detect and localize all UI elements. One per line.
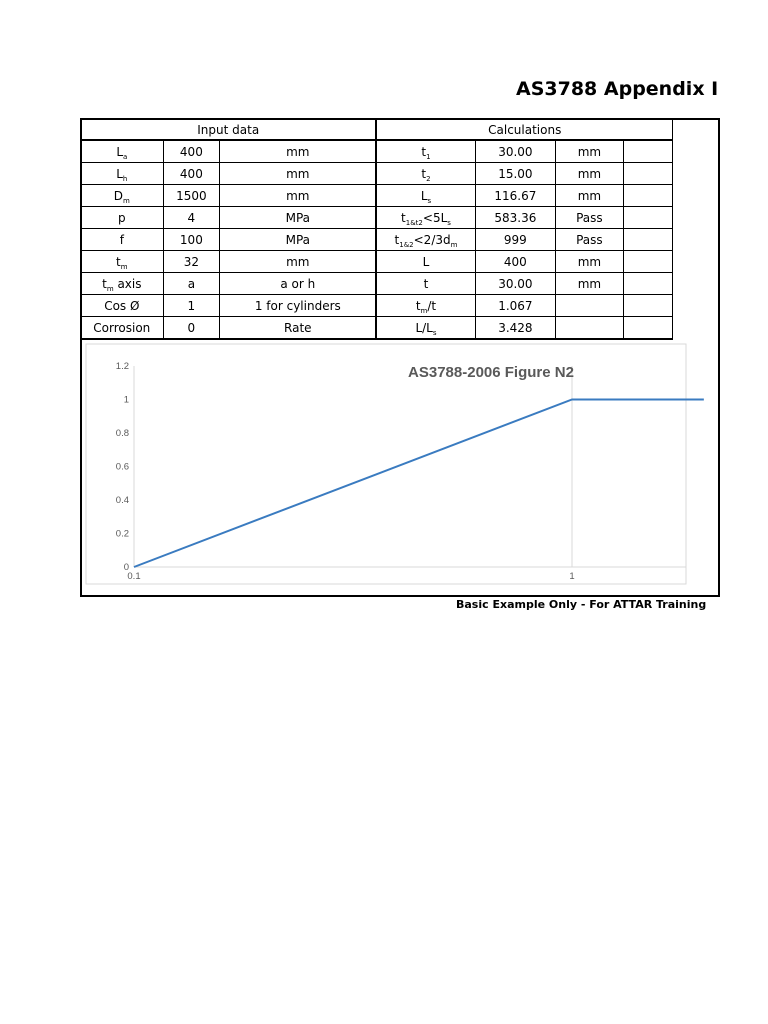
input-symbol — [81, 185, 164, 207]
symbol-subscript: m — [450, 240, 458, 249]
symbol: L/L — [415, 320, 433, 335]
calc-unit: mm — [556, 273, 623, 295]
symbol-suffix: <5L — [422, 210, 448, 225]
chart-title: AS3788-2006 Figure N2 — [408, 364, 574, 381]
input-unit: mm — [220, 251, 377, 273]
input-symbol — [81, 317, 164, 340]
y-tick-label: 1 — [123, 394, 129, 406]
empty-cell — [623, 185, 672, 207]
empty-cell — [623, 229, 672, 251]
input-value: a — [163, 273, 220, 295]
symbol: t — [415, 298, 421, 313]
symbol: f — [119, 232, 124, 247]
calc-unit: mm — [556, 251, 623, 273]
empty-cell — [623, 140, 672, 163]
empty-cell — [623, 273, 672, 295]
calc-value: 30.00 — [475, 140, 556, 163]
symbol: L — [116, 166, 123, 181]
input-unit: mm — [220, 185, 377, 207]
calc-value: 400 — [475, 251, 556, 273]
symbol: t — [421, 144, 427, 159]
symbol: D — [113, 188, 124, 203]
input-symbol — [81, 251, 164, 273]
symbol: t — [116, 254, 121, 269]
calc-value: 15.00 — [475, 163, 556, 185]
input-value: 100 — [163, 229, 220, 251]
calc-symbol — [376, 163, 475, 185]
footer-note: Basic Example Only - For ATTAR Training — [456, 598, 707, 611]
empty-cell — [623, 295, 672, 317]
symbol-subscript: 2 — [426, 174, 431, 183]
input-value: 32 — [163, 251, 220, 273]
input-unit: Rate — [220, 317, 377, 340]
calc-unit: mm — [556, 185, 623, 207]
page-title: AS3788 Appendix I — [516, 78, 719, 100]
symbol-subscript: h — [122, 174, 128, 183]
x-tick-label: 1 — [569, 571, 575, 582]
calc-value: 583.36 — [475, 207, 556, 229]
symbol: L — [422, 254, 430, 269]
empty-cell — [623, 251, 672, 273]
calc-symbol — [376, 229, 475, 251]
calc-value: 1.067 — [475, 295, 556, 317]
y-tick-label: 0.6 — [115, 461, 129, 473]
empty-cell — [623, 317, 672, 340]
symbol-subscript: s — [427, 196, 432, 205]
calc-value: 999 — [475, 229, 556, 251]
symbol: Corrosion — [93, 320, 151, 335]
y-tick-label: 1.2 — [115, 361, 129, 372]
calc-unit — [556, 295, 623, 317]
symbol-subscript: 1&t2 — [405, 218, 423, 227]
symbol-subscript: m — [120, 262, 128, 271]
symbol-subscript: m — [106, 284, 114, 293]
calc-symbol — [376, 251, 475, 273]
chart-area — [86, 344, 686, 584]
input-data-header: Input data — [81, 120, 377, 141]
figure-n2-chart — [86, 344, 686, 584]
calc-unit — [556, 317, 623, 340]
input-unit: MPa — [220, 207, 377, 229]
calc-unit: Pass — [556, 207, 623, 229]
symbol: t — [394, 232, 400, 247]
table-row — [81, 163, 673, 185]
input-unit: mm — [220, 140, 377, 163]
input-value: 400 — [163, 163, 220, 185]
table-row — [81, 317, 673, 340]
symbol-suffix: /t — [427, 298, 437, 313]
symbol-subscript: 1&2 — [399, 240, 414, 249]
y-tick-label: 0.2 — [115, 528, 129, 540]
input-value: 4 — [163, 207, 220, 229]
calc-unit: mm — [556, 140, 623, 163]
symbol-subscript: a — [123, 152, 128, 161]
calc-value: 116.67 — [475, 185, 556, 207]
calc-symbol — [376, 295, 475, 317]
symbol: L — [116, 144, 123, 159]
empty-cell — [623, 207, 672, 229]
input-unit: MPa — [220, 229, 377, 251]
calc-symbol — [376, 317, 475, 340]
table-row — [81, 251, 673, 273]
table-row — [81, 295, 673, 317]
input-symbol — [81, 229, 164, 251]
symbol-subscript: s — [447, 218, 451, 227]
input-value: 400 — [163, 140, 220, 163]
empty-cell — [623, 163, 672, 185]
input-unit: mm — [220, 163, 377, 185]
calc-unit: Pass — [556, 229, 623, 251]
symbol: t — [102, 276, 107, 291]
table-row — [81, 229, 673, 251]
input-symbol — [81, 207, 164, 229]
data-table — [80, 119, 673, 340]
input-value: 0 — [163, 317, 220, 340]
symbol: p — [117, 210, 126, 225]
y-tick-label: 0.8 — [115, 428, 129, 439]
input-symbol — [81, 140, 164, 163]
input-unit: a or h — [220, 273, 377, 295]
table-row — [81, 207, 673, 229]
calc-value: 3.428 — [475, 317, 556, 340]
y-tick-label: 0.4 — [115, 495, 129, 506]
symbol-subscript: s — [432, 328, 437, 337]
symbol: Cos Ø — [104, 298, 140, 313]
input-symbol — [81, 273, 164, 295]
symbol-suffix: axis — [113, 276, 142, 291]
input-unit: 1 for cylinders — [220, 295, 377, 317]
calc-value: 30.00 — [475, 273, 556, 295]
calc-symbol — [376, 207, 475, 229]
y-tick-label: 0 — [123, 562, 129, 573]
input-value: 1 — [163, 295, 220, 317]
symbol: t — [423, 276, 429, 291]
symbol-subscript: m — [420, 306, 428, 315]
input-value: 1500 — [163, 185, 220, 207]
table-row — [81, 140, 673, 163]
x-tick-label: 0.1 — [127, 571, 141, 582]
input-symbol — [81, 163, 164, 185]
symbol-suffix: <2/3d — [413, 232, 451, 247]
calc-symbol — [376, 140, 475, 163]
symbol-subscript: 1 — [426, 152, 431, 161]
calc-symbol — [376, 273, 475, 295]
table-row — [81, 185, 673, 207]
table-row — [81, 273, 673, 295]
symbol: t — [421, 166, 427, 181]
calc-unit: mm — [556, 163, 623, 185]
calculations-header: Calculations — [376, 120, 672, 141]
input-symbol — [81, 295, 164, 317]
calc-symbol — [376, 185, 475, 207]
symbol: t — [401, 210, 406, 225]
symbol-subscript: m — [123, 196, 130, 205]
symbol: L — [420, 188, 428, 203]
